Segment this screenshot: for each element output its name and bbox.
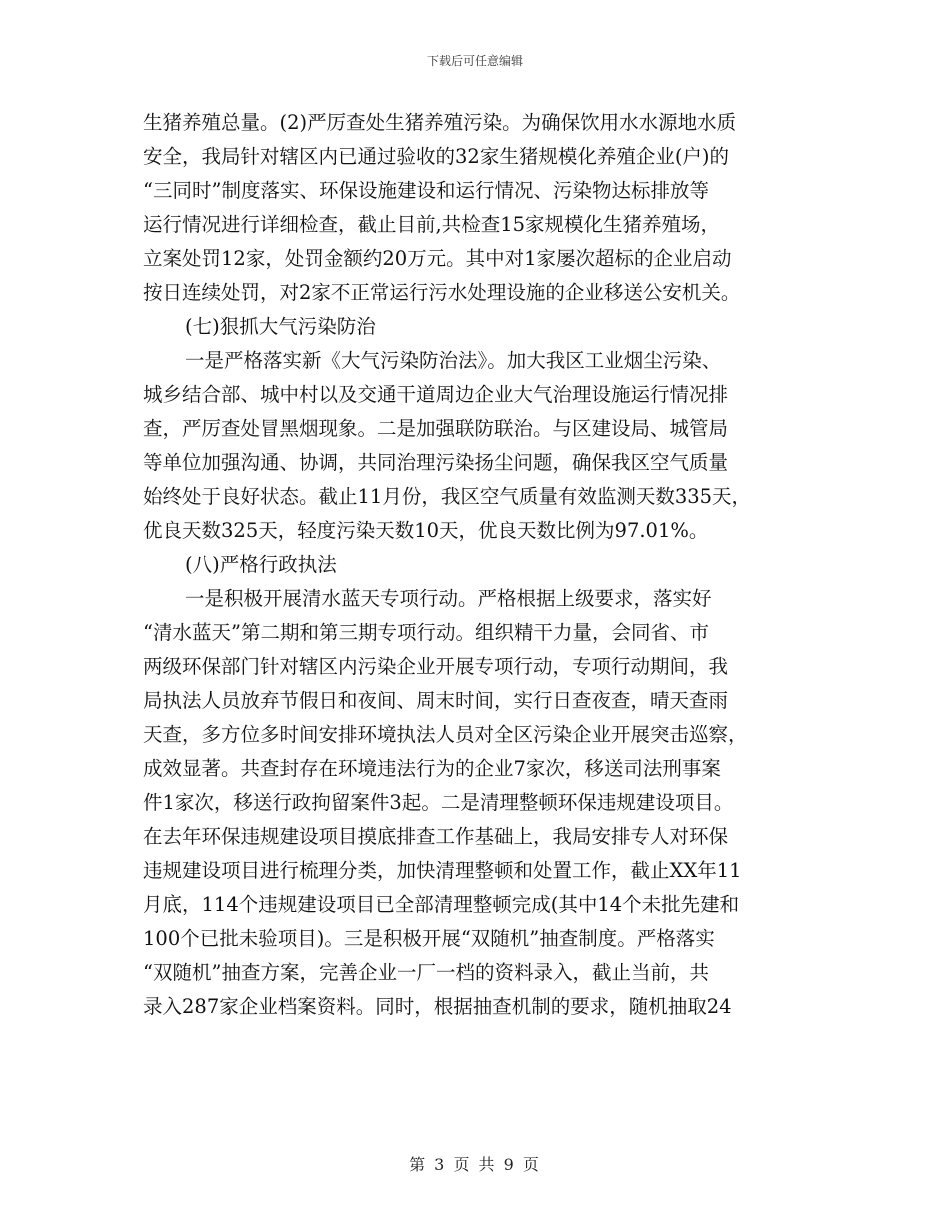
- text-line: 局执法人员放弃节假日和夜间、周末时间，实行日查夜查，晴天查雨: [143, 689, 729, 712]
- text-line: 安全，我局针对辖区内已通过验收的32家生猪规模化养殖企业(户)的: [143, 145, 730, 168]
- text-line: “清水蓝天”第二期和第三期专项行动。组织精干力量，会同省、市: [143, 621, 709, 644]
- section-heading: (八)严格行政执法: [185, 553, 337, 576]
- text-line: 在去年环保违规建设项目摸底排查工作基础上，我局安排专人对环保: [143, 825, 729, 848]
- text-line: 等单位加强沟通、协调，共同治理污染扬尘问题，确保我区空气质量: [143, 451, 729, 474]
- text-line: 始终处于良好状态。截止11月份，我区空气质量有效监测天数335天，: [143, 485, 752, 508]
- text-line: 生猪养殖总量。(2)严厉查处生猪养殖污染。为确保饮用水水源地水质: [143, 111, 737, 134]
- section-heading: (七)狠抓大气污染防治: [185, 315, 376, 338]
- text-line: 件1家次，移送行政拘留案件3起。二是清理整顿环保违规建设项目。: [143, 791, 734, 814]
- document-body: [143, 106, 815, 1024]
- text-line: 录入287家企业档案资料。同时，根据抽查机制的要求，随机抽取24: [143, 995, 732, 1018]
- page-number-footer: 第 3 页 共 9 页: [409, 1155, 541, 1174]
- text-line: 违规建设项目进行梳理分类，加快清理整顿和处置工作，截止XX年11: [143, 859, 742, 882]
- text-line: 运行情况进行详细检查，截止目前,共检查15家规模化生猪养殖场，: [143, 213, 721, 236]
- text-line: 一是严格落实新《大气污染防治法》。加大我区工业烟尘污染、: [185, 349, 722, 372]
- text-line: 优良天数325天，轻度污染天数10天，优良天数比例为97.01%。: [143, 519, 709, 542]
- text-line: 城乡结合部、城中村以及交通干道周边企业大气治理设施运行情况排: [143, 383, 729, 406]
- page-header: 下载后可任意编辑: [426, 54, 523, 68]
- text-line: 两级环保部门针对辖区内污染企业开展专项行动，专项行动期间，我: [143, 655, 729, 678]
- text-line: 月底，114个违规建设项目已全部清理整顿完成(其中14个未批先建和: [143, 893, 740, 916]
- text-line: 天查，多方位多时间安排环境执法人员对全区污染企业开展突击巡察，: [143, 723, 748, 746]
- text-line: 成效显著。共查封存在环境违法行为的企业7家次，移送司法刑事案: [143, 757, 721, 780]
- text-line: 立案处罚12家，处罚金额约20万元。其中对1家屡次超标的企业启动: [143, 247, 732, 270]
- text-line: 按日连续处罚，对2家不正常运行污水处理设施的企业移送公安机关。: [143, 281, 741, 304]
- text-line: 查，严厉查处冒黑烟现象。二是加强联防联治。与区建设局、城管局: [143, 417, 729, 440]
- text-line: “双随机”抽查方案，完善企业一厂一档的资料录入，截止当前，共: [143, 961, 709, 984]
- text-line: 100个已批未验项目)。三是积极开展“双随机”抽查制度。严格落实: [143, 927, 715, 950]
- text-line: 一是积极开展清水蓝天专项行动。严格根据上级要求，落实好: [185, 587, 712, 610]
- text-line: “三同时”制度落实、环保设施建设和运行情况、污染物达标排放等: [143, 179, 709, 202]
